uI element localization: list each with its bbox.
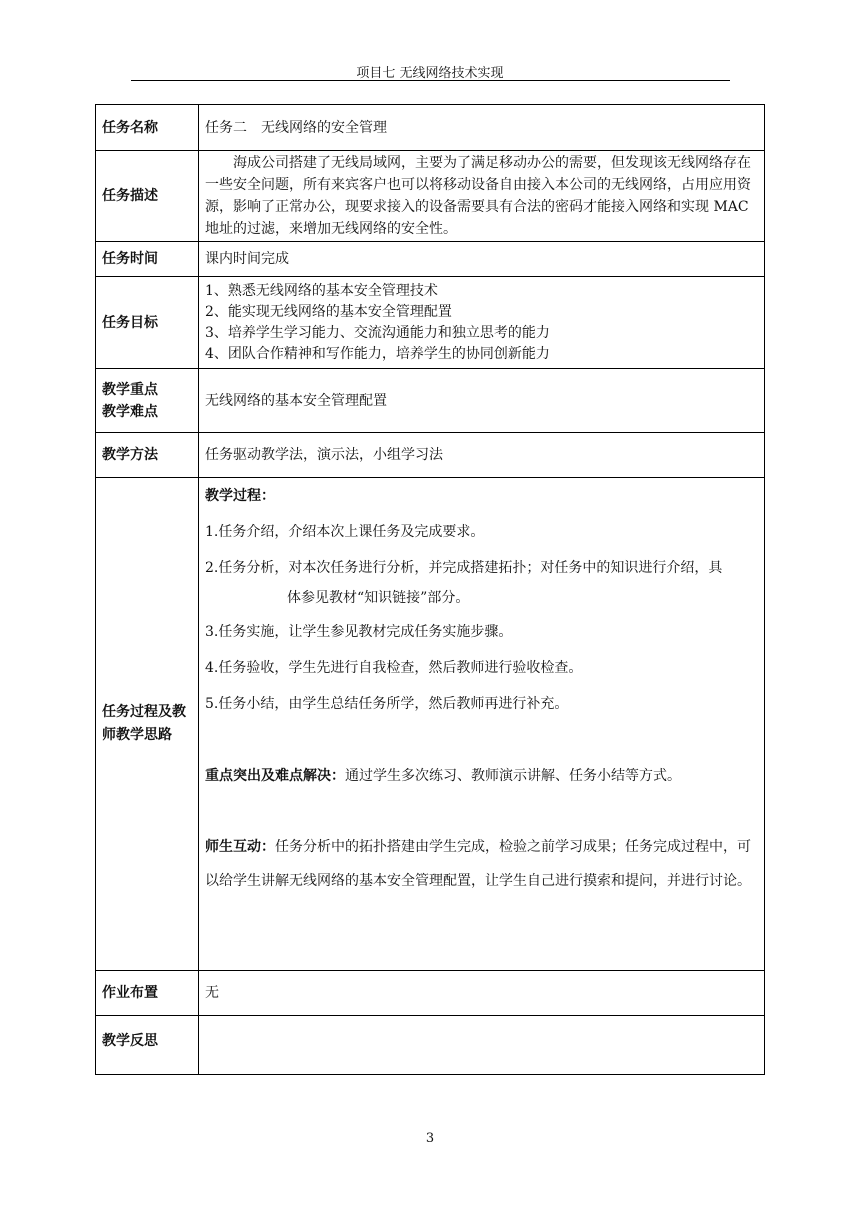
row-task-time (96, 242, 765, 277)
row-reflection (96, 1016, 765, 1075)
label-focus-line2: 教学难点 (102, 403, 158, 420)
goal-item: 3、培养学生学习能力、交流沟通能力和独立思考的能力 (205, 324, 550, 341)
label-task-name: 任务名称 (96, 105, 199, 151)
label-task-goals: 任务目标 (96, 277, 199, 369)
row-method (96, 433, 765, 478)
label-process: 任务过程及教师教学思路 (96, 478, 199, 971)
goal-item: 2、能实现无线网络的基本安全管理配置 (205, 303, 452, 320)
row-process (96, 478, 765, 971)
value-task-name: 任务二 无线网络的安全管理 (199, 105, 765, 151)
value-method: 任务驱动教学法，演示法，小组学习法 (199, 433, 765, 478)
label-task-desc: 任务描述 (96, 151, 199, 242)
value-reflection (199, 1016, 765, 1075)
label-method: 教学方法 (96, 433, 199, 478)
value-task-desc: 海成公司搭建了无线局域网，主要为了满足移动办公的需要，但发现该无线网络存在一些安全问题，所有来宾客户也可以将移动设备自由接入本公司的无线网络，占用应用资源，影响了正常办公，现要求接入的设备需要具有合法的密码才能接入网络和实现 MAC 地址的过滤，来增加无线网络的安全性。 (199, 151, 765, 242)
row-homework (96, 971, 765, 1016)
process-heading: 教学过程： (205, 488, 275, 504)
process-step: 1.任务介绍，介绍本次上课任务及完成要求。 (205, 524, 485, 540)
process-step: 5.任务小结，由学生总结任务所学，然后教师再进行补充。 (205, 696, 569, 712)
goal-item: 4、团队合作精神和写作能力，培养学生的协同创新能力 (205, 345, 550, 362)
value-focus: 无线网络的基本安全管理配置 (199, 369, 765, 433)
key-points-text: 通过学生多次练习、教师演示讲解、任务小结等方式。 (345, 768, 681, 784)
value-task-goals (199, 277, 765, 369)
process-step-continued: 体参见教材“知识链接”部分。 (287, 590, 470, 606)
key-points-label: 重点突出及难点解决： (205, 768, 345, 784)
interaction-text: 任务分析中的拓扑搭建由学生完成，检验之前学习成果；任务完成过程中，可以给学生讲解无线网络的基本安全管理配置，让学生自己进行摸索和提问，并进行讨论。 (205, 839, 751, 889)
lesson-plan-table (95, 104, 765, 1075)
process-step: 3.任务实施，让学生参见教材完成任务实施步骤。 (205, 624, 513, 640)
label-reflection: 教学反思 (96, 1016, 199, 1075)
label-homework: 作业布置 (96, 971, 199, 1016)
value-homework: 无 (199, 971, 765, 1016)
header-rule (131, 80, 730, 81)
value-process (199, 478, 765, 971)
interaction (205, 830, 758, 898)
page-header: 项目七 无线网络技术实现 (356, 66, 504, 81)
row-task-goals (96, 277, 765, 369)
process-step: 4.任务验收，学生先进行自我检查，然后教师进行验收检查。 (205, 660, 583, 676)
row-task-name (96, 105, 765, 151)
key-points (205, 758, 758, 794)
goal-item: 1、熟悉无线网络的基本安全管理技术 (205, 282, 438, 299)
row-focus (96, 369, 765, 433)
row-task-desc (96, 151, 765, 242)
value-task-time: 课内时间完成 (199, 242, 765, 277)
label-task-time: 任务时间 (96, 242, 199, 277)
page-number: 3 (425, 1131, 435, 1146)
interaction-label: 师生互动： (205, 839, 275, 855)
label-focus-line1: 教学重点 (102, 381, 158, 398)
process-step: 2.任务分析，对本次任务进行分析，并完成搭建拓扑；对任务中的知识进行介绍，具 (205, 560, 723, 576)
label-focus (96, 369, 199, 433)
